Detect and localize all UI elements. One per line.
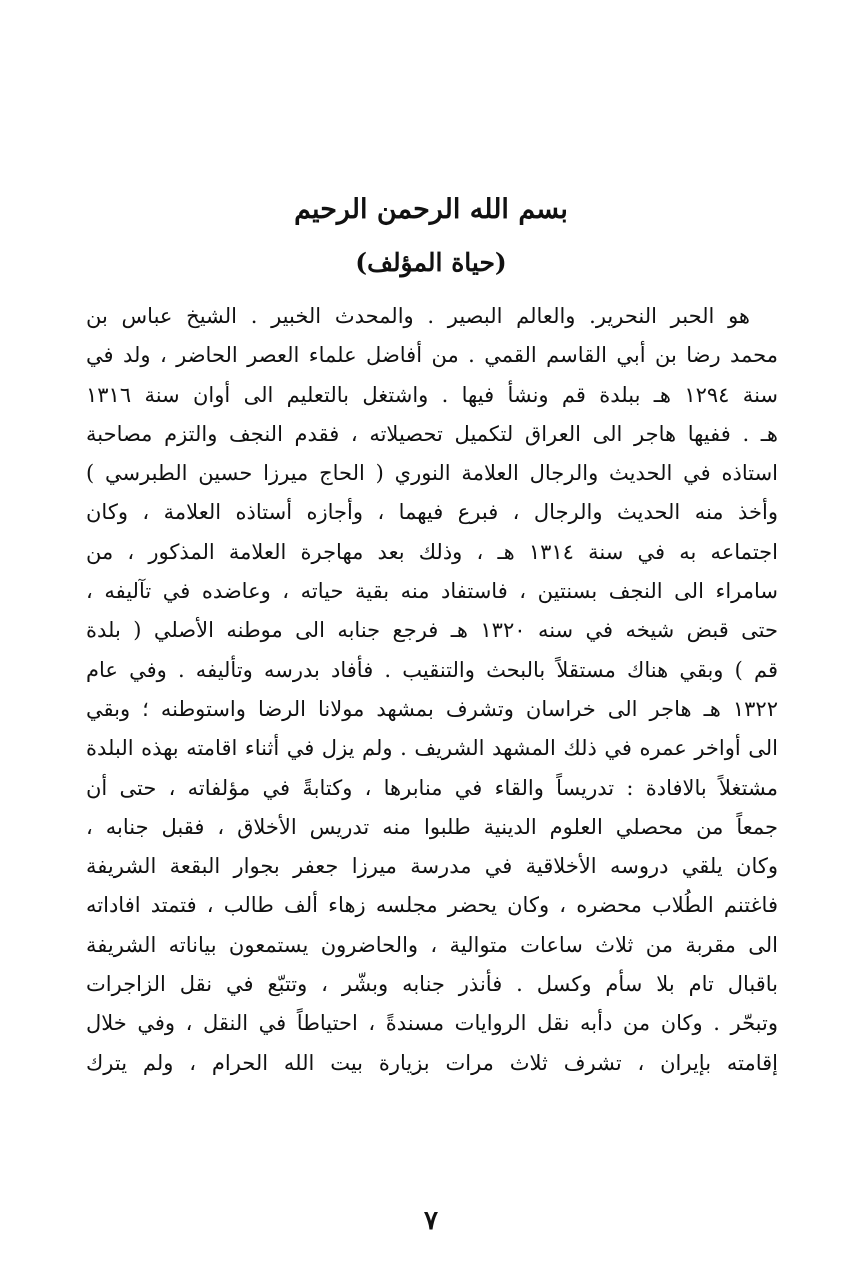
text-line: هو الحبر النحرير. والعالم البصير . والمحدث الخبير . الشيخ عباس بن (86, 304, 750, 328)
text-line: جمعاً من محصلي العلوم الدينية طلبوا منه تدريس الأخلاق ، فقبل جنابه ، (86, 814, 778, 839)
section-heading: (حياة المؤلف) (355, 248, 507, 277)
text-line: هـ . ففيها هاجر الى العراق لتكميل تحصيلاته ، فقدم النجف والتزم مصاحبة (86, 421, 778, 446)
text-line: وتبحّر . وكان من دأبه نقل الروايات مسندةً ، احتياطاً في النقل ، وفي خلال (86, 1011, 778, 1036)
text-line: محمد رضا بن أبي القاسم القمي . من أفاضل علماء العصر الحاضر ، ولد في (86, 343, 778, 368)
text-line: الى مقربة من ثلاث ساعات متوالية ، والحاضرون يستمعون بياناته الشريفة (86, 932, 778, 957)
text-line: إقامته بإيران ، تشرف ثلاث مرات بزيارة بيت الله الحرام ، ولم يترك (86, 1050, 778, 1075)
text-line: اجتماعه به في سنة ١٣١٤ هـ ، وذلك بعد مهاجرة العلامة المذكور ، من (86, 539, 778, 564)
text-line: الى أواخر عمره في ذلك المشهد الشريف . ولم يزل في أثناء اقامته بهذه البلدة (86, 736, 778, 761)
text-line: سامراء الى النجف بسنتين ، فاستفاد منه بقية حياته ، وعاضده في تآليفه ، (86, 579, 778, 604)
text-line: وكان يلقي دروسه الأخلاقية في مدرسة ميرزا جعفر بجوار البقعة الشريفة (86, 854, 778, 879)
text-line: مشتغلاً بالافادة : تدريساً والقاء في منابرها ، وكتابةً في مؤلفاته ، حتى أن (86, 775, 778, 800)
body-paragraph (86, 297, 778, 1083)
page-number: ٧ (424, 1206, 438, 1236)
text-line: حتى قبض شيخه في سنه ١٣٢٠ هـ فرجع جنابه الى موطنه الأصلي ( بلدة (86, 618, 778, 643)
text-line: ١٣٢٢ هـ هاجر الى خراسان وتشرف بمشهد مولانا الرضا واستوطنه ؛ وبقي (86, 696, 778, 721)
basmala-title: بسم الله الرحمن الرحيم (294, 194, 568, 225)
text-line: قم ) وبقي هناك مستقلاً بالبحث والتنقيب . فأفاد بدرسه وتأليفه . وفي عام (86, 657, 778, 682)
text-line: وأخذ منه الحديث والرجال ، فبرع فيهما ، وأجازه أستاذه العلامة ، وكان (86, 500, 778, 525)
text-line: فاغتنم الطُلاب محضره ، وكان يحضر مجلسه زهاء ألف طالب ، فتمتد افاداته (86, 893, 778, 918)
text-line: استاذه في الحديث والرجال العلامة النوري ( الحاج ميرزا حسين الطبرسي ) (86, 461, 778, 486)
text-line: سنة ١٢٩٤ هـ ببلدة قم ونشأ فيها . واشتغل بالتعليم الى أوان سنة ١٣١٦ (86, 382, 778, 407)
text-line: باقبال تام بلا سأم وكسل . فأنذر جنابه وبشّر ، وتتبّع في نقل الزاجرات (86, 972, 778, 997)
